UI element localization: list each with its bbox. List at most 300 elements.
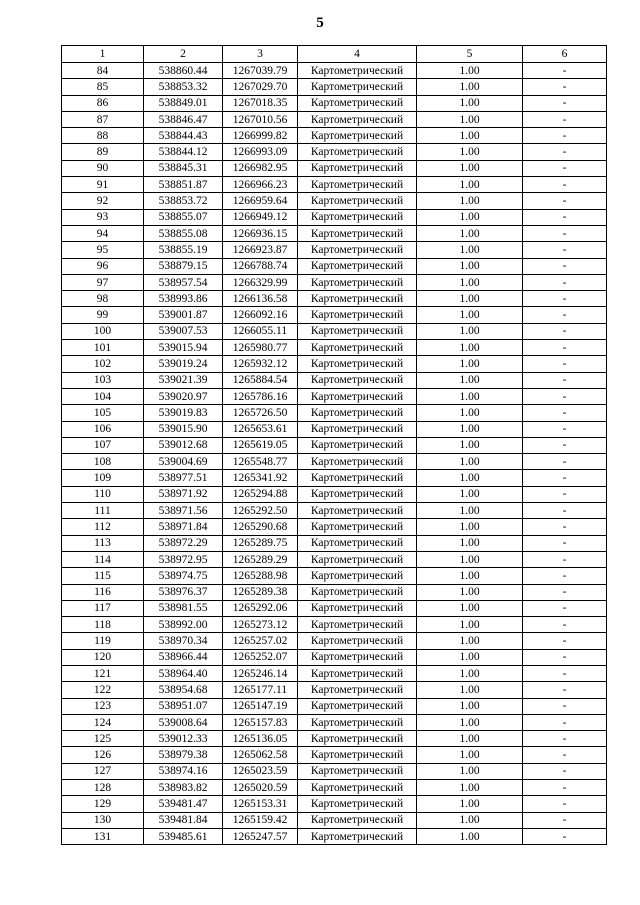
y-coordinate-cell: 1265289.29 [223,551,298,567]
description-cell: - [523,731,607,747]
table-row [62,242,607,258]
description-cell: - [523,503,607,519]
method-cell: Картометрический [298,470,417,486]
method-cell: Картометрический [298,519,417,535]
y-coordinate-cell: 1265292.06 [223,600,298,616]
x-coordinate-cell: 538992.00 [144,617,223,633]
table-row [62,698,607,714]
x-coordinate-cell: 539485.61 [144,828,223,844]
y-coordinate-cell: 1265257.02 [223,633,298,649]
column-header-1: 1 [62,46,144,63]
table-row [62,323,607,339]
table-row [62,388,607,404]
table-row [62,160,607,176]
table-row [62,731,607,747]
description-cell: - [523,274,607,290]
point-number-cell: 116 [62,584,144,600]
x-coordinate-cell: 539015.94 [144,340,223,356]
method-cell: Картометрический [298,258,417,274]
y-coordinate-cell: 1265020.59 [223,780,298,796]
description-cell: - [523,307,607,323]
accuracy-cell: 1.00 [417,274,523,290]
x-coordinate-cell: 538966.44 [144,649,223,665]
y-coordinate-cell: 1265136.05 [223,731,298,747]
method-cell: Картометрический [298,828,417,844]
accuracy-cell: 1.00 [417,291,523,307]
point-number-cell: 115 [62,568,144,584]
x-coordinate-cell: 538849.01 [144,95,223,111]
accuracy-cell: 1.00 [417,63,523,79]
description-cell: - [523,421,607,437]
table-row [62,454,607,470]
description-cell: - [523,454,607,470]
description-cell: - [523,747,607,763]
method-cell: Картометрический [298,584,417,600]
y-coordinate-cell: 1265273.12 [223,617,298,633]
table-row [62,714,607,730]
y-coordinate-cell: 1267018.35 [223,95,298,111]
accuracy-cell: 1.00 [417,633,523,649]
description-cell: - [523,323,607,339]
point-number-cell: 91 [62,177,144,193]
point-number-cell: 129 [62,796,144,812]
table-row [62,796,607,812]
accuracy-cell: 1.00 [417,584,523,600]
point-number-cell: 87 [62,111,144,127]
description-cell: - [523,340,607,356]
x-coordinate-cell: 538951.07 [144,698,223,714]
description-cell: - [523,111,607,127]
table-row [62,535,607,551]
accuracy-cell: 1.00 [417,828,523,844]
method-cell: Картометрический [298,274,417,290]
x-coordinate-cell: 538844.43 [144,128,223,144]
point-number-cell: 109 [62,470,144,486]
method-cell: Картометрический [298,79,417,95]
description-cell: - [523,372,607,388]
accuracy-cell: 1.00 [417,600,523,616]
point-number-cell: 106 [62,421,144,437]
method-cell: Картометрический [298,551,417,567]
x-coordinate-cell: 538853.32 [144,79,223,95]
description-cell: - [523,698,607,714]
description-cell: - [523,128,607,144]
method-cell: Картометрический [298,731,417,747]
description-cell: - [523,519,607,535]
y-coordinate-cell: 1265023.59 [223,763,298,779]
description-cell: - [523,535,607,551]
y-coordinate-cell: 1266788.74 [223,258,298,274]
point-number-cell: 113 [62,535,144,551]
description-cell: - [523,486,607,502]
point-number-cell: 107 [62,437,144,453]
point-number-cell: 103 [62,372,144,388]
method-cell: Картометрический [298,177,417,193]
accuracy-cell: 1.00 [417,682,523,698]
x-coordinate-cell: 538855.19 [144,242,223,258]
point-number-cell: 101 [62,340,144,356]
method-cell: Картометрический [298,388,417,404]
accuracy-cell: 1.00 [417,747,523,763]
description-cell: - [523,291,607,307]
description-cell: - [523,405,607,421]
accuracy-cell: 1.00 [417,437,523,453]
x-coordinate-cell: 538846.47 [144,111,223,127]
method-cell: Картометрический [298,796,417,812]
x-coordinate-cell: 538972.95 [144,551,223,567]
table-row [62,633,607,649]
point-number-cell: 121 [62,665,144,681]
x-coordinate-cell: 539012.68 [144,437,223,453]
method-cell: Картометрический [298,812,417,828]
method-cell: Картометрический [298,95,417,111]
description-cell: - [523,665,607,681]
method-cell: Картометрический [298,372,417,388]
table-row [62,274,607,290]
table-row [62,519,607,535]
y-coordinate-cell: 1266966.23 [223,177,298,193]
description-cell: - [523,796,607,812]
description-cell: - [523,649,607,665]
description-cell: - [523,209,607,225]
accuracy-cell: 1.00 [417,388,523,404]
point-number-cell: 111 [62,503,144,519]
accuracy-cell: 1.00 [417,780,523,796]
method-cell: Картометрический [298,242,417,258]
accuracy-cell: 1.00 [417,763,523,779]
method-cell: Картометрический [298,193,417,209]
y-coordinate-cell: 1265177.11 [223,682,298,698]
method-cell: Картометрический [298,503,417,519]
y-coordinate-cell: 1265252.07 [223,649,298,665]
y-coordinate-cell: 1266136.58 [223,291,298,307]
y-coordinate-cell: 1267029.70 [223,79,298,95]
table-row [62,258,607,274]
y-coordinate-cell: 1265548.77 [223,454,298,470]
method-cell: Картометрический [298,535,417,551]
point-number-cell: 108 [62,454,144,470]
coordinates-table [61,45,607,845]
y-coordinate-cell: 1266993.09 [223,144,298,160]
y-coordinate-cell: 1265157.83 [223,714,298,730]
method-cell: Картометрический [298,437,417,453]
description-cell: - [523,225,607,241]
method-cell: Картометрический [298,160,417,176]
point-number-cell: 130 [62,812,144,828]
method-cell: Картометрический [298,763,417,779]
method-cell: Картометрический [298,128,417,144]
y-coordinate-cell: 1267039.79 [223,63,298,79]
point-number-cell: 100 [62,323,144,339]
table-row [62,340,607,356]
accuracy-cell: 1.00 [417,144,523,160]
table-row [62,307,607,323]
table-row [62,584,607,600]
x-coordinate-cell: 538964.40 [144,665,223,681]
table-row [62,144,607,160]
point-number-cell: 89 [62,144,144,160]
column-header-4: 4 [298,46,417,63]
table-row [62,812,607,828]
column-header-6: 6 [523,46,607,63]
y-coordinate-cell: 1265062.58 [223,747,298,763]
point-number-cell: 98 [62,291,144,307]
y-coordinate-cell: 1265619.05 [223,437,298,453]
point-number-cell: 123 [62,698,144,714]
table-row [62,193,607,209]
description-cell: - [523,144,607,160]
accuracy-cell: 1.00 [417,812,523,828]
point-number-cell: 97 [62,274,144,290]
table-header [62,46,607,63]
y-coordinate-cell: 1265147.19 [223,698,298,714]
x-coordinate-cell: 538844.12 [144,144,223,160]
method-cell: Картометрический [298,144,417,160]
accuracy-cell: 1.00 [417,242,523,258]
accuracy-cell: 1.00 [417,307,523,323]
table-row [62,63,607,79]
description-cell: - [523,812,607,828]
method-cell: Картометрический [298,780,417,796]
accuracy-cell: 1.00 [417,731,523,747]
accuracy-cell: 1.00 [417,519,523,535]
accuracy-cell: 1.00 [417,111,523,127]
method-cell: Картометрический [298,323,417,339]
x-coordinate-cell: 538971.84 [144,519,223,535]
x-coordinate-cell: 539007.53 [144,323,223,339]
method-cell: Картометрический [298,454,417,470]
page-number: 5 [316,15,324,31]
point-number-cell: 94 [62,225,144,241]
method-cell: Картометрический [298,63,417,79]
point-number-cell: 88 [62,128,144,144]
description-cell: - [523,633,607,649]
method-cell: Картометрический [298,617,417,633]
accuracy-cell: 1.00 [417,209,523,225]
method-cell: Картометрический [298,111,417,127]
x-coordinate-cell: 538879.15 [144,258,223,274]
description-cell: - [523,763,607,779]
y-coordinate-cell: 1266936.15 [223,225,298,241]
table-row [62,747,607,763]
point-number-cell: 120 [62,649,144,665]
description-cell: - [523,356,607,372]
x-coordinate-cell: 538855.07 [144,209,223,225]
point-number-cell: 93 [62,209,144,225]
y-coordinate-cell: 1266949.12 [223,209,298,225]
point-number-cell: 118 [62,617,144,633]
column-header-3: 3 [223,46,298,63]
x-coordinate-cell: 539004.69 [144,454,223,470]
description-cell: - [523,682,607,698]
accuracy-cell: 1.00 [417,160,523,176]
x-coordinate-cell: 539008.64 [144,714,223,730]
table-row [62,209,607,225]
point-number-cell: 127 [62,763,144,779]
accuracy-cell: 1.00 [417,225,523,241]
description-cell: - [523,63,607,79]
header-row [62,46,607,63]
point-number-cell: 105 [62,405,144,421]
point-number-cell: 126 [62,747,144,763]
column-header-2: 2 [144,46,223,63]
table-row [62,405,607,421]
description-cell: - [523,568,607,584]
accuracy-cell: 1.00 [417,79,523,95]
table-row [62,568,607,584]
y-coordinate-cell: 1265980.77 [223,340,298,356]
y-coordinate-cell: 1266329.99 [223,274,298,290]
point-number-cell: 112 [62,519,144,535]
x-coordinate-cell: 539021.39 [144,372,223,388]
point-number-cell: 99 [62,307,144,323]
description-cell: - [523,95,607,111]
point-number-cell: 84 [62,63,144,79]
accuracy-cell: 1.00 [417,405,523,421]
table-row [62,128,607,144]
method-cell: Картометрический [298,682,417,698]
x-coordinate-cell: 538855.08 [144,225,223,241]
description-cell: - [523,79,607,95]
table-row [62,356,607,372]
x-coordinate-cell: 538971.56 [144,503,223,519]
y-coordinate-cell: 1265341.92 [223,470,298,486]
y-coordinate-cell: 1265289.38 [223,584,298,600]
description-cell: - [523,828,607,844]
description-cell: - [523,437,607,453]
y-coordinate-cell: 1265294.88 [223,486,298,502]
y-coordinate-cell: 1266923.87 [223,242,298,258]
table-row [62,177,607,193]
description-cell: - [523,193,607,209]
method-cell: Картометрический [298,307,417,323]
description-cell: - [523,714,607,730]
accuracy-cell: 1.00 [417,486,523,502]
method-cell: Картометрический [298,225,417,241]
y-coordinate-cell: 1265786.16 [223,388,298,404]
point-number-cell: 117 [62,600,144,616]
accuracy-cell: 1.00 [417,470,523,486]
x-coordinate-cell: 539020.97 [144,388,223,404]
method-cell: Картометрический [298,649,417,665]
table-row [62,486,607,502]
table-row [62,111,607,127]
table-row [62,763,607,779]
point-number-cell: 122 [62,682,144,698]
point-number-cell: 104 [62,388,144,404]
accuracy-cell: 1.00 [417,193,523,209]
point-number-cell: 92 [62,193,144,209]
method-cell: Картометрический [298,486,417,502]
point-number-cell: 124 [62,714,144,730]
accuracy-cell: 1.00 [417,372,523,388]
accuracy-cell: 1.00 [417,714,523,730]
accuracy-cell: 1.00 [417,177,523,193]
description-cell: - [523,242,607,258]
column-header-5: 5 [417,46,523,63]
x-coordinate-cell: 539012.33 [144,731,223,747]
accuracy-cell: 1.00 [417,258,523,274]
method-cell: Картометрический [298,340,417,356]
point-number-cell: 125 [62,731,144,747]
table-row [62,649,607,665]
method-cell: Картометрический [298,633,417,649]
x-coordinate-cell: 538974.75 [144,568,223,584]
y-coordinate-cell: 1266999.82 [223,128,298,144]
description-cell: - [523,470,607,486]
y-coordinate-cell: 1265726.50 [223,405,298,421]
y-coordinate-cell: 1265288.98 [223,568,298,584]
accuracy-cell: 1.00 [417,340,523,356]
point-number-cell: 128 [62,780,144,796]
x-coordinate-cell: 538957.54 [144,274,223,290]
table-row [62,665,607,681]
description-cell: - [523,388,607,404]
accuracy-cell: 1.00 [417,535,523,551]
table-row [62,600,607,616]
x-coordinate-cell: 538954.68 [144,682,223,698]
description-cell: - [523,600,607,616]
x-coordinate-cell: 538972.29 [144,535,223,551]
x-coordinate-cell: 538977.51 [144,470,223,486]
point-number-cell: 96 [62,258,144,274]
table-row [62,225,607,241]
table-row [62,95,607,111]
description-cell: - [523,617,607,633]
x-coordinate-cell: 538851.87 [144,177,223,193]
description-cell: - [523,160,607,176]
table-row [62,780,607,796]
y-coordinate-cell: 1265289.75 [223,535,298,551]
x-coordinate-cell: 539019.83 [144,405,223,421]
accuracy-cell: 1.00 [417,323,523,339]
accuracy-cell: 1.00 [417,796,523,812]
y-coordinate-cell: 1266055.11 [223,323,298,339]
table-row [62,79,607,95]
y-coordinate-cell: 1266982.95 [223,160,298,176]
y-coordinate-cell: 1267010.56 [223,111,298,127]
x-coordinate-cell: 539019.24 [144,356,223,372]
x-coordinate-cell: 538971.92 [144,486,223,502]
point-number-cell: 90 [62,160,144,176]
table-row [62,437,607,453]
method-cell: Картометрический [298,291,417,307]
x-coordinate-cell: 538853.72 [144,193,223,209]
x-coordinate-cell: 538976.37 [144,584,223,600]
x-coordinate-cell: 539015.90 [144,421,223,437]
y-coordinate-cell: 1265159.42 [223,812,298,828]
point-number-cell: 95 [62,242,144,258]
description-cell: - [523,584,607,600]
x-coordinate-cell: 539481.84 [144,812,223,828]
table-row [62,470,607,486]
point-number-cell: 119 [62,633,144,649]
table-row [62,503,607,519]
point-number-cell: 114 [62,551,144,567]
accuracy-cell: 1.00 [417,503,523,519]
description-cell: - [523,177,607,193]
y-coordinate-cell: 1265153.31 [223,796,298,812]
accuracy-cell: 1.00 [417,128,523,144]
x-coordinate-cell: 539481.47 [144,796,223,812]
method-cell: Картометрический [298,405,417,421]
description-cell: - [523,780,607,796]
method-cell: Картометрический [298,568,417,584]
table-body [62,63,607,845]
y-coordinate-cell: 1265653.61 [223,421,298,437]
point-number-cell: 102 [62,356,144,372]
method-cell: Картометрический [298,209,417,225]
